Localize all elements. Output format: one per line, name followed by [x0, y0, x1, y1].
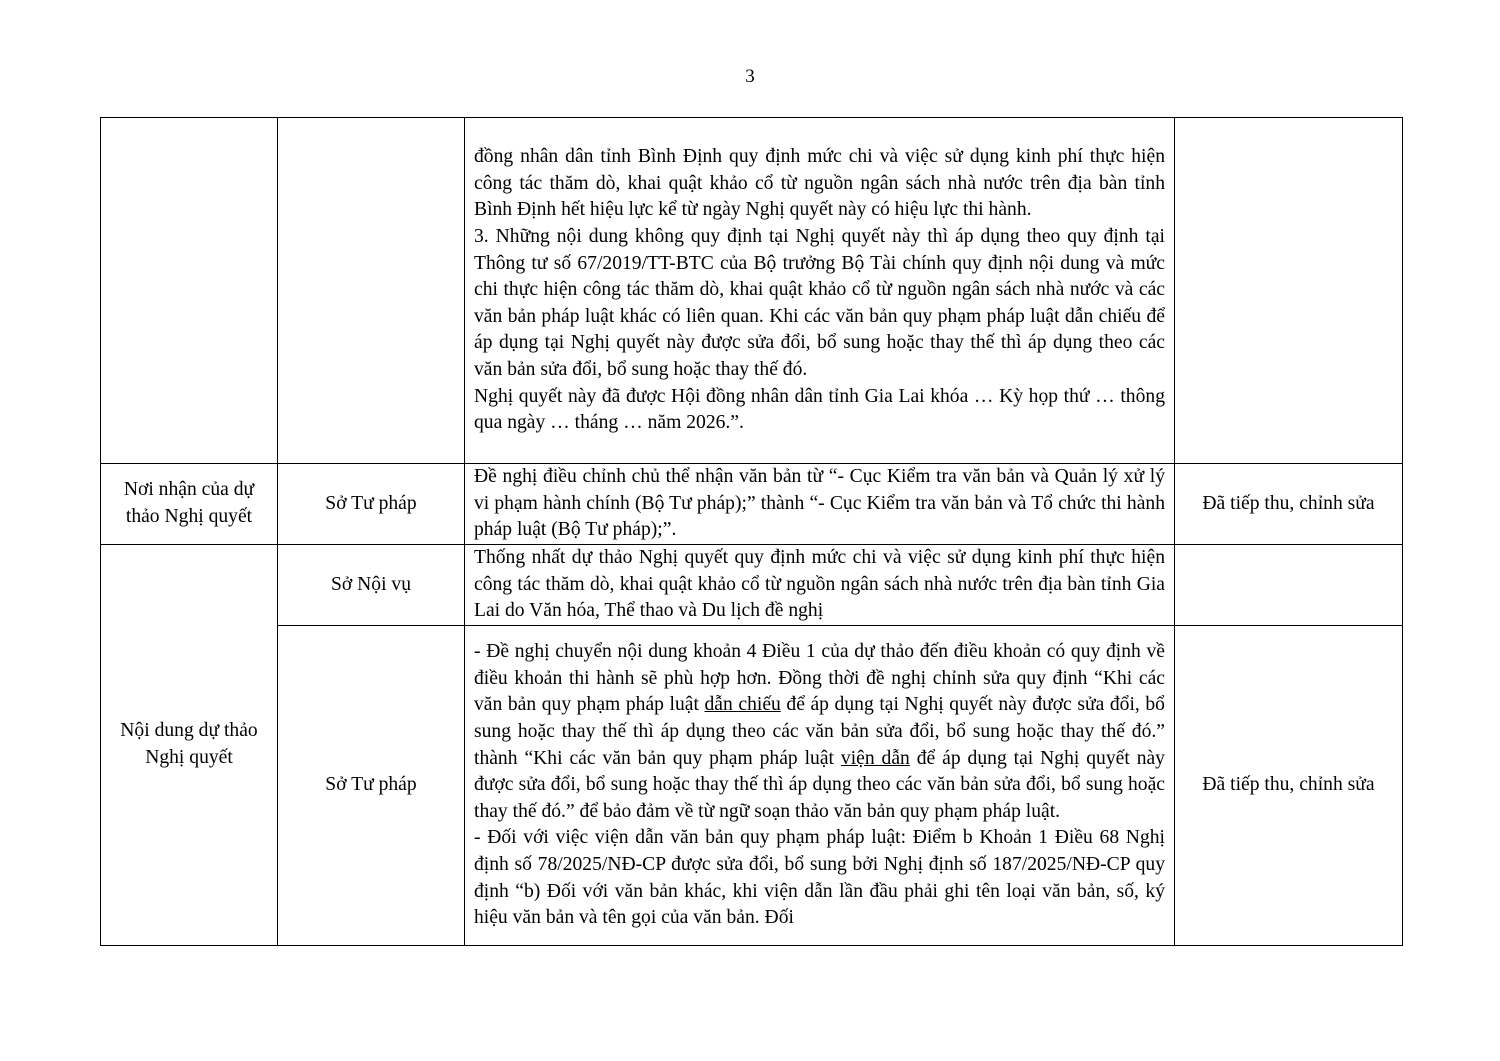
- result-cell: Đã tiếp thu, chỉnh sửa: [1175, 464, 1403, 545]
- agency-cell: Sở Tư pháp: [278, 626, 465, 946]
- page-number: 3: [745, 66, 755, 87]
- result-cell: [1175, 545, 1403, 626]
- content-paragraph: Nghị quyết này đã được Hội đồng nhân dân tỉnh Gia Lai khóa … Kỳ họp thứ … thông qua ngày … tháng … năm 2026.”.: [474, 385, 1165, 434]
- content-paragraph: Đề nghị điều chỉnh chủ thể nhận văn bản từ “- Cục Kiểm tra văn bản và Quản lý xử lý vi phạm hành chính (Bộ Tư pháp);” thành “- Cục Kiểm tra văn bản và Tổ chức thi hành pháp luật (Bộ Tư pháp);”.: [474, 466, 1165, 541]
- content-cell: [465, 464, 1175, 545]
- result-cell: Đã tiếp thu, chỉnh sửa: [1175, 626, 1403, 946]
- result-cell: [1175, 118, 1403, 464]
- content-cell: [465, 626, 1175, 946]
- underlined-term: dẫn chiếu: [704, 694, 781, 716]
- section-cell: [101, 118, 278, 464]
- underlined-term: viện dẫn: [840, 747, 910, 769]
- content-paragraph: Thống nhất dự thảo Nghị quyết quy định mức chi và việc sử dụng kinh phí thực hiện công tác thăm dò, khai quật khảo cổ từ nguồn ngân sách nhà nước trên địa bàn tỉnh Gia Lai do Văn hóa, Thể thao và Du lịch đề nghị: [474, 547, 1165, 622]
- content-cell: [465, 118, 1175, 464]
- content-text: để áp dụng tại Nghị quyết này được sửa đổi, bổ sung hoặc thay thế thì áp dụng theo các văn bản sửa đổi, bổ sung hoặc thay thế đó.” thành “Khi các văn bản quy phạm pháp luật: [474, 694, 1165, 769]
- table-row: [101, 118, 1403, 464]
- table-row: [101, 626, 1403, 946]
- content-paragraph: đồng nhân dân tỉnh Bình Định quy định mức chi và việc sử dụng kinh phí thực hiện công tác thăm dò, khai quật khảo cổ từ nguồn ngân sách nhà nước trên địa bàn tỉnh Bình Định hết hiệu lực kể từ ngày Nghị quyết này có hiệu lực thi hành.: [474, 146, 1165, 221]
- content-paragraph: - Đối với việc viện dẫn văn bản quy phạm pháp luật: Điểm b Khoản 1 Điều 68 Nghị định số 78/2025/NĐ-CP được sửa đổi, bổ sung bởi Nghị định số 187/2025/NĐ-CP quy định “b) Đối với văn bản khác, khi viện dẫn lần đầu phải ghi tên loại văn bản, số, ký hiệu văn bản và tên gọi của văn bản. Đối: [474, 827, 1165, 929]
- agency-cell: [278, 118, 465, 464]
- table-row: [101, 464, 1403, 545]
- content-text: - Đề nghị chuyển nội dung khoản 4 Điều 1 của dự thảo đến điều khoản có quy định về điều khoản thi hành sẽ phù hợp hơn. Đồng thời đề nghị chỉnh sửa quy định “Khi các văn bản quy phạm pháp luật: [474, 641, 1165, 716]
- section-cell: Nội dung dự thảo Nghị quyết: [101, 545, 278, 946]
- agency-cell: Sở Nội vụ: [278, 545, 465, 626]
- content-cell: [465, 545, 1175, 626]
- section-cell: Nơi nhận của dự thảo Nghị quyết: [101, 464, 278, 545]
- content-paragraph: [474, 639, 1165, 825]
- agency-cell: Sở Tư pháp: [278, 464, 465, 545]
- table-row: [101, 545, 1403, 626]
- content-paragraph: 3. Những nội dung không quy định tại Nghị quyết này thì áp dụng theo quy định tại Thông tư số 67/2019/TT-BTC của Bộ trưởng Bộ Tài chính quy định nội dung và mức chi thực hiện công tác thăm dò, khai quật khảo cổ từ nguồn ngân sách nhà nước và các văn bản pháp luật khác có liên quan. Khi các văn bản quy phạm pháp luật dẫn chiếu để áp dụng tại Nghị quyết này được sửa đổi, bổ sung hoặc thay thế thì áp dụng theo các văn bản sửa đổi, bổ sung hoặc thay thế đó.: [474, 226, 1165, 380]
- content-text: để áp dụng tại Nghị quyết này được sửa đổi, bổ sung hoặc thay thế thì áp dụng theo các văn bản sửa đổi, bổ sung hoặc thay thế đó.” để bảo đảm về từ ngữ soạn thảo văn bản quy phạm pháp luật.: [474, 747, 1165, 822]
- comments-table: [100, 117, 1403, 946]
